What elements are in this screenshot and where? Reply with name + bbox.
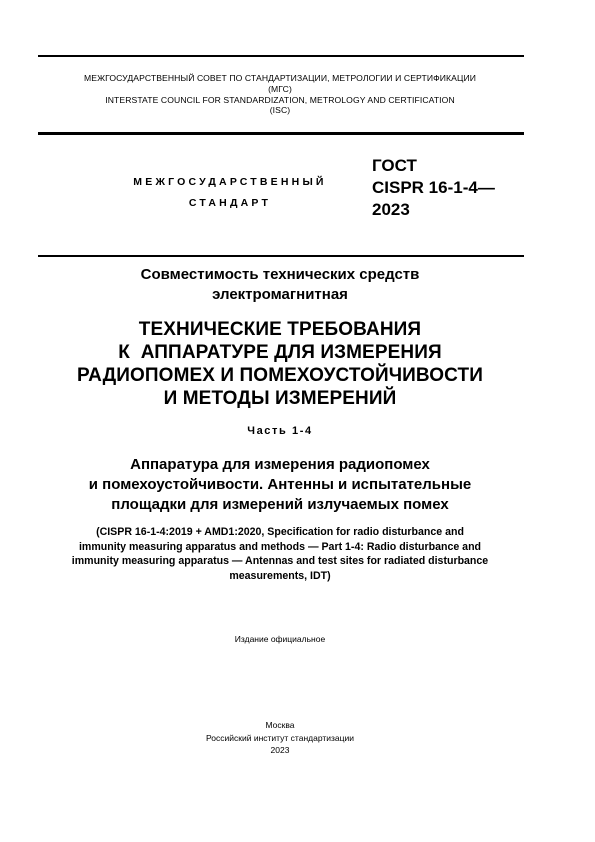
designation-line2: CISPR 16-1-4— — [372, 178, 495, 197]
title-main-line2: К АППАРАТУРЕ ДЛЯ ИЗМЕРЕНИЯ — [118, 342, 442, 363]
publisher-city: Москва — [265, 720, 295, 730]
council-rule — [38, 132, 524, 135]
title-subject-line2: электромагнитная — [212, 286, 348, 303]
part-title-line1: Аппаратура для измерения радиопомех — [130, 456, 430, 473]
standard-designation — [372, 155, 495, 221]
part-title-line3: площадки для измерений излучаемых помех — [111, 496, 449, 513]
title-subject-line1: Совместимость технических средств — [140, 266, 420, 283]
title-main-line1: ТЕХНИЧЕСКИЕ ТРЕБОВАНИЯ — [138, 319, 422, 340]
international-reference — [0, 525, 560, 583]
publisher-year: 2023 — [270, 745, 290, 755]
title-main-line3: РАДИОПОМЕХ И ПОМЕХОУСТОЙЧИВОСТИ — [77, 365, 483, 386]
council-name-en: INTERSTATE COUNCIL FOR STANDARDIZATION, METROLOGY AND CERTIFICATION — [105, 94, 455, 105]
council-abbr-ru: (МГС) — [268, 83, 292, 94]
designation-line3: 2023 — [372, 200, 410, 219]
top-rule — [38, 55, 524, 57]
reference-line4: measurements, IDT) — [229, 569, 331, 582]
publisher-block — [0, 719, 560, 757]
council-abbr-en: (ISC) — [269, 105, 291, 116]
reference-line1: (CISPR 16-1-4:2019 + AMD1:2020, Specification for radio disturbance and — [96, 526, 464, 538]
standard-type-line2: СТАНДАРТ — [188, 197, 272, 209]
title-subject — [0, 265, 560, 305]
publisher-institute: Российский институт стандартизации — [206, 732, 354, 743]
title-rule — [38, 255, 524, 257]
reference-line2: immunity measuring apparatus and methods — Part 1-4: Radio disturbance and — [78, 540, 482, 553]
reference-line3: immunity measuring apparatus — Antennas and test sites for radiated disturbance — [71, 555, 489, 567]
title-main — [0, 318, 560, 410]
council-name-ru: МЕЖГОСУДАРСТВЕННЫЙ СОВЕТ ПО СТАНДАРТИЗАЦИИ, МЕТРОЛОГИИ И СЕРТИФИКАЦИИ — [83, 73, 476, 83]
council-block — [0, 73, 560, 116]
part-title — [0, 455, 560, 515]
designation-line1: ГОСТ — [372, 156, 417, 175]
part-title-line2: и помехоустойчивости. Антенны и испытательные — [88, 476, 472, 493]
standard-type-line1: МЕЖГОСУДАРСТВЕННЫЙ — [133, 176, 327, 188]
part-label: Часть 1-4 — [247, 425, 313, 437]
title-main-line4: И МЕТОДЫ ИЗМЕРЕНИЙ — [163, 388, 397, 409]
edition-note: Издание официальное — [234, 634, 326, 644]
standard-type — [95, 172, 365, 214]
